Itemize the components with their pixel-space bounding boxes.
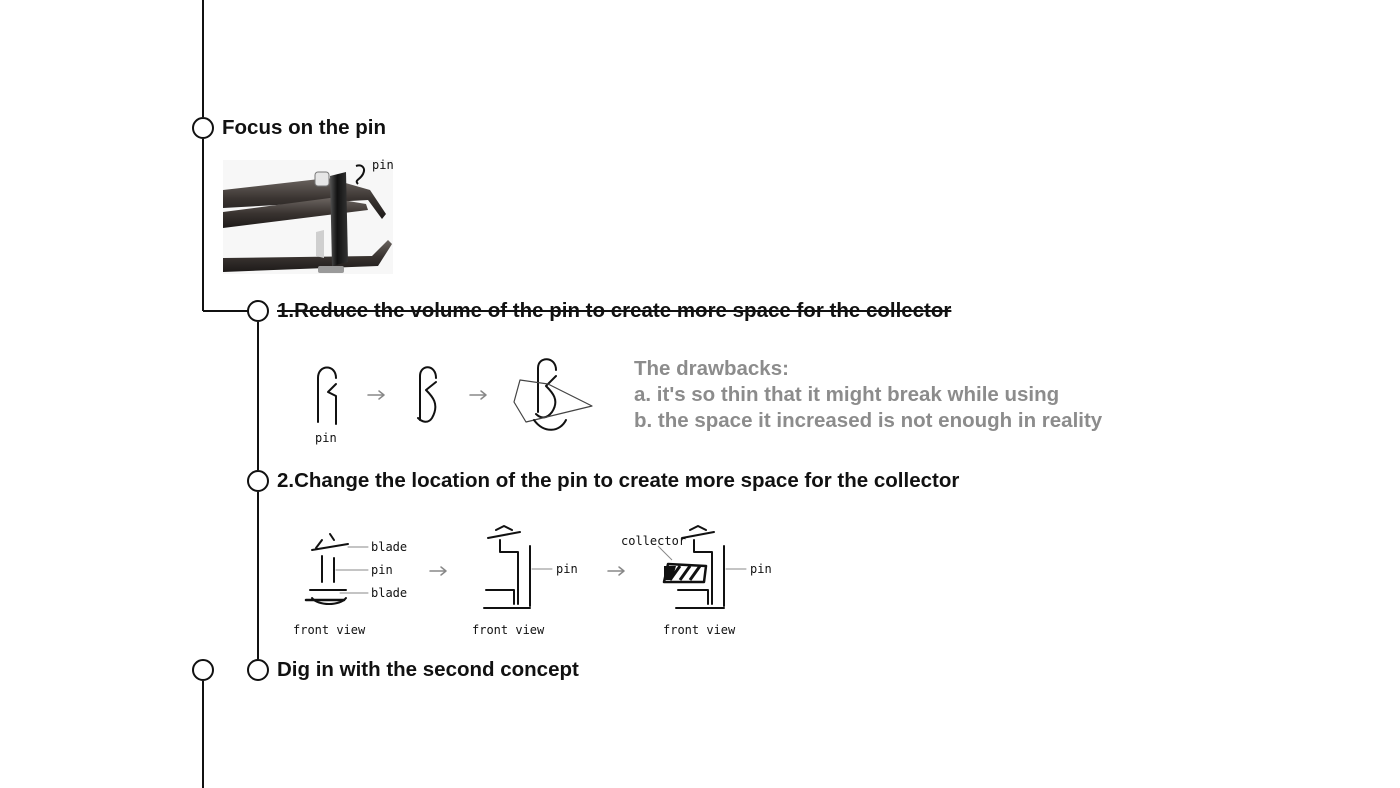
node-reduce-title: 1.Reduce the volume of the pin to create more space for the collector <box>277 299 952 322</box>
drawbacks-heading: The drawbacks: <box>634 357 789 380</box>
drawbacks-item-a: a. it's so thin that it might break while using <box>634 383 1060 406</box>
change-caption-1: front view <box>293 623 366 637</box>
change-caption-2: front view <box>472 623 545 637</box>
change-pin-label-2: pin <box>556 562 578 576</box>
drawbacks-item-b: b. the space it increased is not enough in reality <box>634 409 1103 432</box>
change-blade-bottom-label: blade <box>371 586 408 600</box>
change-collector-label: collector <box>621 534 687 548</box>
node-change-title: 2.Change the location of the pin to create more space for the collector <box>277 469 960 492</box>
change-pin-label: pin <box>371 563 393 577</box>
change-pin-label-3: pin <box>750 562 772 576</box>
photo-pin-label: pin <box>372 158 394 172</box>
reduce-pin-label: pin <box>315 431 337 445</box>
node-dig-title: Dig in with the second concept <box>277 658 579 681</box>
change-blade-top-label: blade <box>371 540 408 554</box>
node-focus-title: Focus on the pin <box>222 116 386 139</box>
change-caption-3: front view <box>663 623 736 637</box>
